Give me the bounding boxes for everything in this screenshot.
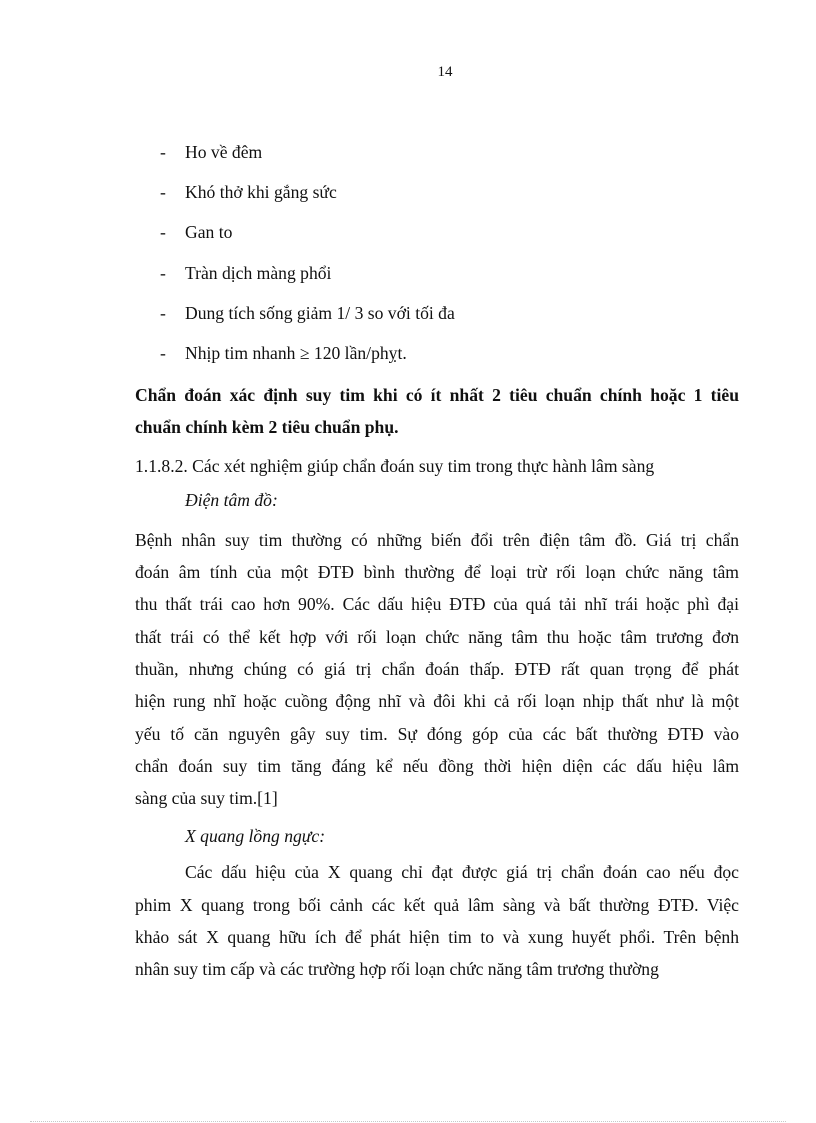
list-item-text: Nhịp tim nhanh ≥ 120 lần/phỵt. xyxy=(185,342,407,363)
bullet-dash: - xyxy=(160,222,166,243)
text-line: sàng của suy tim.[1] xyxy=(135,788,278,809)
text-line: Bệnh nhân suy tim thường có những biến đổi trên điện tâm đồ. Giá trị chẩn xyxy=(135,529,739,550)
bullet-dash: - xyxy=(160,182,166,203)
symptom-list xyxy=(135,138,739,379)
text-line: thất trái có thể kết hợp với rối loạn chức năng tâm thu hoặc tâm trương đơn xyxy=(135,626,739,647)
list-item-text: Khó thở khi gắng sức xyxy=(185,182,337,203)
text-line: khảo sát X quang hữu ích để phát hiện tim to và xung huyết phổi. Trên bệnh xyxy=(135,926,739,947)
list-item xyxy=(135,218,739,258)
page-bottom-rule xyxy=(30,1121,786,1122)
text-line: hiện rung nhĩ hoặc cuồng động nhĩ và đôi khi cả rối loạn nhịp thất như là một xyxy=(135,691,739,712)
section-heading: 1.1.8.2. Các xét nghiệm giúp chẩn đoán suy tim trong thực hành lâm sàng xyxy=(135,455,655,476)
list-item xyxy=(135,339,739,379)
text-line: Các dấu hiệu của X quang chỉ đạt được giá trị chẩn đoán cao nếu đọc xyxy=(185,862,739,883)
list-item-text: Dung tích sống giảm 1/ 3 so với tối đa xyxy=(185,302,455,323)
text-line: yếu tố căn nguyên gây suy tim. Sự đóng góp của các bất thường ĐTĐ vào xyxy=(135,723,739,744)
bullet-dash: - xyxy=(160,142,166,162)
ecg-paragraph xyxy=(135,524,739,815)
text-line: nhân suy tim cấp và các trường hợp rối loạn chức năng tâm trương thường xyxy=(135,959,659,980)
bullet-dash: - xyxy=(160,302,166,323)
bullet-dash: - xyxy=(160,342,166,363)
list-item xyxy=(135,138,739,178)
xray-title: X quang lồng ngực: xyxy=(185,826,326,847)
text-line: chẩn đoán suy tim tăng đáng kể nếu đồng thời hiện diện các dấu hiệu lâm xyxy=(135,755,739,776)
list-item xyxy=(135,299,739,339)
page-number: 14 xyxy=(437,64,453,80)
text-line: phim X quang trong bối cảnh các kết quả lâm sàng và bất thường ĐTĐ. Việc xyxy=(135,894,739,915)
ecg-title: Điện tâm đồ: xyxy=(185,489,278,510)
document-body xyxy=(135,138,739,986)
diagnosis-criteria xyxy=(135,379,739,444)
bullet-dash: - xyxy=(160,262,166,283)
list-item-text: Gan to xyxy=(185,222,233,243)
xray-paragraph xyxy=(135,856,739,985)
text-line: chuẩn chính kèm 2 tiêu chuẩn phụ. xyxy=(135,417,399,438)
text-line: thu thất trái cao hơn 90%. Các dấu hiệu ĐTĐ của quá tải nhĩ trái hoặc phì đại xyxy=(135,594,739,615)
text-line: Chẩn đoán xác định suy tim khi có ít nhất 2 tiêu chuẩn chính hoặc 1 tiêu xyxy=(135,385,739,406)
list-item-text: Tràn dịch màng phổi xyxy=(185,262,332,283)
text-line: thuần, nhưng chúng có giá trị chẩn đoán thấp. ĐTĐ rất quan trọng để phát xyxy=(135,658,739,679)
list-item xyxy=(135,178,739,218)
text-line: đoán âm tính của một ĐTĐ bình thường để loại trừ rối loạn chức năng tâm xyxy=(135,562,739,583)
list-item-text: Ho về đêm xyxy=(185,142,263,162)
list-item xyxy=(135,259,739,299)
